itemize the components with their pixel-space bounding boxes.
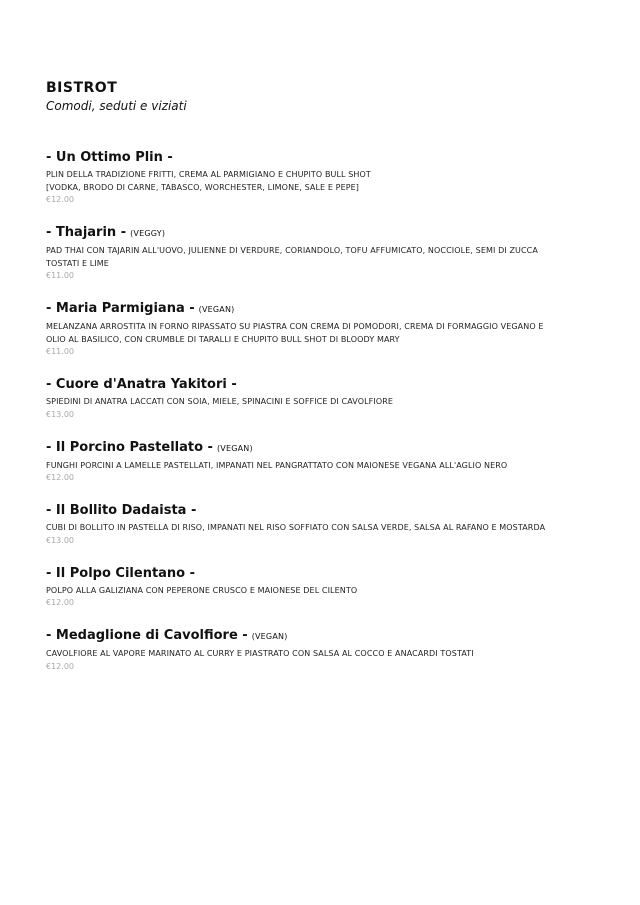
item-description xyxy=(46,460,591,473)
item-description-line: PLIN DELLA TRADIZIONE FRITTI, CREMA AL PARMIGIANO E CHUPITO BULL SHOT xyxy=(46,170,371,179)
item-description-line: MELANZANA ARROSTITA IN FORNO RIPASSATO SU PIASTRA CON CREMA DI POMODORI, CREMA DI FORMAGGIO VEGANO E xyxy=(46,322,544,331)
item-description-line: [VODKA, BRODO DI CARNE, TABASCO, WORCHESTER, LIMONE, SALE E PEPE] xyxy=(46,182,360,192)
item-description xyxy=(46,321,591,346)
item-name: - Il Polpo Cilentano - xyxy=(46,565,196,581)
item-price: €12.00 xyxy=(46,195,74,204)
menu-item xyxy=(46,627,596,673)
item-description-line: OLIO AL BASILICO, CON CRUMBLE DI TARALLI E CHUPITO BULL SHOT DI BLOODY MARY xyxy=(46,334,400,344)
item-description-line: FUNGHI PORCINI A LAMELLE PASTELLATI, IMPANATI NEL PANGRATTATO CON MAIONESE VEGANA ALL'AGLIO NERO xyxy=(46,460,508,470)
section-title: BISTROT xyxy=(46,80,118,96)
item-description-line: TOSTATI E LIME xyxy=(46,258,109,268)
menu-page xyxy=(46,78,596,691)
item-description-line: PAD THAI CON TAJARIN ALL'UOVO, JULIENNE DI VERDURE, CORIANDOLO, TOFU AFFUMICATO, NOCCIOLE, SEMI DI ZUCCA xyxy=(46,246,538,255)
item-description-line: SPIEDINI DI ANATRA LACCATI CON SOIA, MIELE, SPINACINI E SOFFICE DI CAVOLFIORE xyxy=(46,397,394,406)
item-tag: (VEGGY) xyxy=(130,229,166,238)
item-description-line: CAVOLFIORE AL VAPORE MARINATO AL CURRY E PIASTRATO CON SALSA AL COCCO E ANACARDI TOSTATI xyxy=(46,649,474,658)
item-name: - Il Bollito Dadaista - xyxy=(46,503,197,518)
item-price: €12.00 xyxy=(46,661,74,671)
section-subtitle: Comodi, seduti e viziati xyxy=(46,99,187,113)
item-price: €13.00 xyxy=(46,535,74,545)
item-price: €11.00 xyxy=(46,347,74,356)
menu-item xyxy=(46,565,596,610)
menu-item xyxy=(46,149,596,206)
item-name: - Cuore d'Anatra Yakitori - xyxy=(46,377,237,392)
item-description-line: CUBI DI BOLLITO IN PASTELLA DI RISO, IMPANATI NEL RISO SOFFIATO CON SALSA VERDE, SALSA AL RAFANO E MOSTARDA xyxy=(46,523,546,532)
menu-item xyxy=(46,376,596,421)
menu-item xyxy=(46,439,596,485)
item-name: - Thajarin - xyxy=(46,225,127,240)
item-tag: (VEGAN) xyxy=(216,443,253,453)
item-description-line: POLPO ALLA GALIZIANA CON PEPERONE CRUSCO E MAIONESE DEL CILENTO xyxy=(46,585,358,595)
item-description xyxy=(46,169,591,194)
menu-item xyxy=(46,300,596,358)
item-price: €11.00 xyxy=(46,271,74,280)
item-description xyxy=(46,396,591,409)
item-price: €12.00 xyxy=(46,473,74,482)
item-price: €13.00 xyxy=(46,409,74,419)
item-price: €12.00 xyxy=(46,598,74,607)
item-description xyxy=(46,585,591,598)
item-name: - Il Porcino Pastellato - xyxy=(46,439,213,455)
item-tag: (VEGAN) xyxy=(198,305,235,314)
item-description xyxy=(46,245,591,270)
item-description xyxy=(46,522,591,535)
menu-item xyxy=(46,224,596,282)
menu-item xyxy=(46,502,596,547)
item-name: - Medaglione di Cavolfiore - xyxy=(46,628,248,643)
item-description xyxy=(46,648,591,661)
item-tag: (VEGAN) xyxy=(251,632,288,641)
item-name: - Maria Parmigiana - xyxy=(46,301,195,316)
menu-items-list xyxy=(46,149,596,673)
item-name: - Un Ottimo Plin - xyxy=(46,150,173,165)
